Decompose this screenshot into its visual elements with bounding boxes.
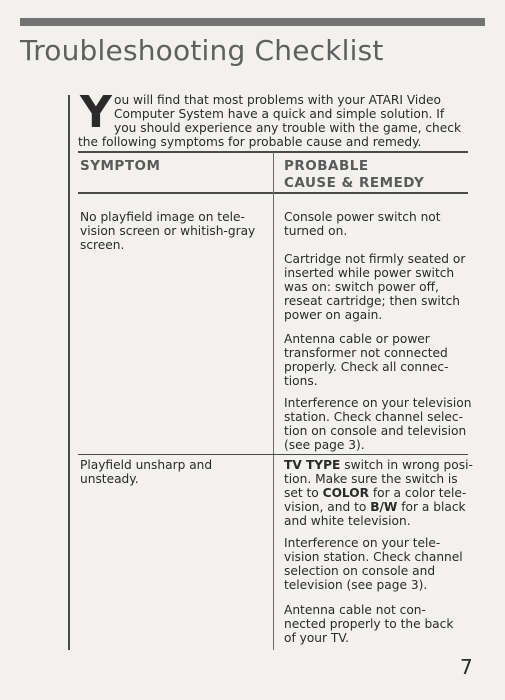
cause-line: tion on console and television [284, 424, 467, 438]
intro-line: ou will find that most problems with your ATARI Video [114, 93, 441, 107]
symptom-line: unsteady. [80, 472, 139, 486]
cause-line: tion. Make sure the switch is [284, 472, 458, 486]
cause-line: reseat cartridge; then switch [284, 294, 461, 308]
cause-line: tions. [284, 374, 318, 388]
intro-paragraph [78, 87, 478, 149]
cause-line: Interference on your tele- [284, 536, 441, 550]
intro-line: the following symptoms for probable cause and remedy. [78, 135, 422, 149]
page-number: 7 [460, 655, 473, 679]
cause-power-switch [284, 210, 474, 238]
symptom-line: Playfield unsharp and [80, 458, 213, 472]
cause-antenna-back [284, 603, 474, 645]
cause-line: nected properly to the back [284, 617, 454, 631]
cause-line [284, 458, 474, 472]
header-symptom: SYMPTOM [80, 158, 161, 174]
header-cause [284, 158, 424, 192]
header-cause-line1: PROBABLE [284, 158, 369, 174]
cause-line: properly. Check all connec- [284, 360, 449, 374]
intro-line: Computer System have a quick and simple solution. If [114, 107, 445, 121]
cause-line: television (see page 3). [284, 578, 428, 592]
cause-line: turned on. [284, 224, 348, 238]
cause-text: for a color tele- [369, 486, 467, 500]
cause-text: switch in wrong posi- [340, 458, 473, 472]
cause-interference-2 [284, 536, 474, 592]
column-divider [273, 152, 274, 650]
page-title: Troubleshooting Checklist [20, 34, 384, 67]
color-label: COLOR [322, 486, 370, 500]
cause-line: and white television. [284, 514, 411, 528]
cause-cartridge [284, 252, 474, 322]
cause-line: transformer not connected [284, 346, 448, 360]
cause-line: inserted while power switch [284, 266, 455, 280]
cause-line: of your TV. [284, 631, 349, 645]
cause-text: vision, and to [284, 500, 371, 514]
symptom-line: screen. [80, 238, 125, 252]
bw-label: B/W [370, 500, 398, 514]
header-cause-line2: CAUSE & REMEDY [284, 175, 425, 191]
cause-text: for a black [397, 500, 466, 514]
cause-line: Antenna cable or power [284, 332, 430, 346]
drop-cap: Y [80, 87, 112, 138]
left-rule [68, 95, 70, 650]
symptom-no-image [80, 210, 265, 252]
cause-line [284, 500, 474, 514]
intro-line: you should experience any trouble with the game, check [114, 121, 462, 135]
row-divider-rule [78, 454, 468, 455]
cause-interference-1 [284, 396, 474, 452]
symptom-line: No playfield image on tele- [80, 210, 245, 224]
cause-line: station. Check channel selec- [284, 410, 463, 424]
cause-line: Console power switch not [284, 210, 441, 224]
cause-line: Antenna cable not con- [284, 603, 426, 617]
cause-line [284, 486, 474, 500]
cause-line: (see page 3). [284, 438, 365, 452]
cause-line: vision station. Check channel [284, 550, 463, 564]
cause-antenna-power [284, 332, 474, 388]
tv-type-label: TV TYPE [284, 458, 341, 472]
cause-line: selection on console and [284, 564, 436, 578]
cause-line: Interference on your television [284, 396, 472, 410]
top-bar [20, 18, 485, 26]
cause-line: Cartridge not firmly seated or [284, 252, 466, 266]
symptom-line: vision screen or whitish-gray [80, 224, 256, 238]
cause-line: was on: switch power off, [284, 280, 439, 294]
cause-text: set to [284, 486, 323, 500]
cause-line: power on again. [284, 308, 383, 322]
symptom-unsharp [80, 458, 265, 486]
cause-tv-type [284, 458, 474, 528]
